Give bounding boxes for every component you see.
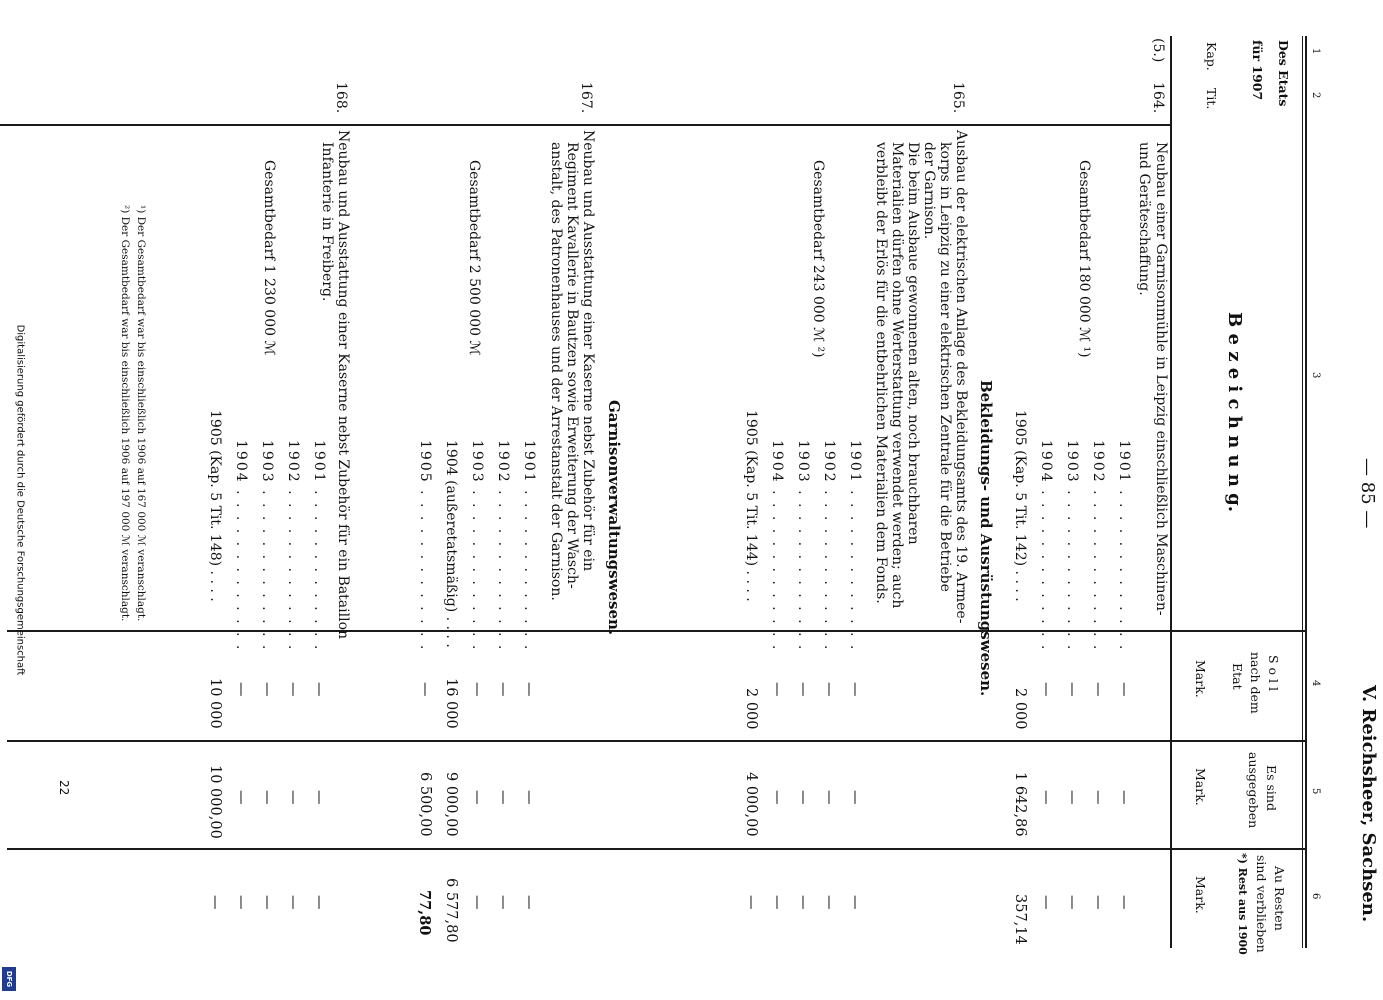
reste-value: —	[207, 895, 223, 910]
year-label: 1903 . . . . . . . . . . . . .	[795, 440, 811, 652]
entry-text-line: korps in Leipzig zu einer elektrischen Zentrale für die Betriebe	[937, 142, 953, 592]
ausgegeben-value: —	[1038, 790, 1054, 805]
column-rule-soll	[7, 630, 1307, 632]
gesamtbedarf: Gesamtbedarf 1 230 000 ℳ	[261, 160, 277, 356]
reste-value: —	[769, 895, 785, 910]
gesamtbedarf: Gesamtbedarf 243 000 ℳ ²)	[810, 160, 826, 358]
year-label: 1902 . . . . . . . . . . . . .	[821, 440, 837, 652]
ausgegeben-value: —	[259, 790, 275, 805]
reste-label-2: sind verblieben	[1254, 855, 1269, 953]
ausgegeben-unit: Mark.	[1193, 768, 1208, 806]
soll-value: —	[821, 682, 837, 697]
etat-label-2: für 1907	[1250, 40, 1265, 101]
entry-text-line: Neubau einer Garnisonmühle in Leipzig einschließlich Maschinen-	[1153, 142, 1169, 616]
reste-value: —	[847, 895, 863, 910]
page-number: — 85 —	[1357, 458, 1378, 529]
entry-text-line: und Geräteschaffung.	[1136, 142, 1152, 296]
reste-value: 77,80	[416, 890, 433, 936]
entry-text-line: Regiment Kavallerie in Bautzen sowie Erweiterung der Wasch-	[564, 142, 580, 589]
sheet-number: 22	[57, 780, 71, 796]
ausgegeben-value: —	[311, 790, 327, 805]
column-rule-tit	[0, 124, 1170, 126]
section-heading: Bekleidungs- und Ausrüstungswesen.	[977, 380, 995, 697]
reste-value: —	[743, 895, 759, 910]
ausgegeben-value: 4 000,00	[743, 772, 759, 837]
column-number-6: 6	[1310, 893, 1321, 900]
reste-value: —	[233, 895, 249, 910]
year-label: 1901 . . . . . . . . . . . . .	[521, 440, 537, 652]
soll-value: —	[233, 682, 249, 697]
column-number-4: 4	[1310, 680, 1321, 687]
ausgegeben-value: —	[1064, 790, 1080, 805]
entry-text-line: Materialien dürfen ohne Werterstattung verwendet werden; auch	[889, 142, 905, 609]
soll-label-2: nach dem	[1248, 652, 1263, 714]
year-label: 1903 . . . . . . . . . . . . .	[1064, 440, 1080, 652]
reste-unit: Mark.	[1193, 876, 1208, 914]
gesamtbedarf: Gesamtbedarf 180 000 ℳ ¹)	[1076, 160, 1092, 358]
year-label: 1901 . . . . . . . . . . . . .	[311, 440, 327, 652]
year-label: 1904 (außeretatsmäßig) . . . .	[443, 440, 459, 648]
soll-value: —	[417, 682, 433, 697]
etat-label-1: Des Etats	[1276, 40, 1291, 107]
header-rule-top-thin	[1302, 36, 1303, 948]
entry-text-line: Infanterie in Freiberg.	[319, 142, 335, 302]
ausgegeben-label-2: ausgegeben	[1246, 752, 1261, 829]
reste-value: —	[1116, 895, 1132, 910]
entry-text-line: anstalt, des Patronenhauses und der Arrestanstalt der Garnison.	[548, 142, 564, 601]
soll-value: —	[521, 682, 537, 697]
tit-number: 167.	[578, 82, 594, 114]
ausgegeben-value: 10 000,00	[207, 765, 223, 839]
year-label: 1901 . . . . . . . . . . . . .	[1116, 440, 1132, 652]
year-label: 1904 . . . . . . . . . . . . .	[1038, 440, 1054, 652]
reste-value: 357,14	[1012, 894, 1028, 945]
reste-value: —	[469, 895, 485, 910]
reste-value: —	[311, 895, 327, 910]
ausgegeben-value: 6 500,00	[417, 772, 433, 837]
ausgegeben-value: —	[795, 790, 811, 805]
soll-value: —	[795, 682, 811, 697]
ausgegeben-value: —	[1090, 790, 1106, 805]
ausgegeben-value: —	[233, 790, 249, 805]
reste-label-1: Au Resten	[1272, 866, 1287, 931]
year-label: 1901 . . . . . . . . . . . . .	[847, 440, 863, 652]
soll-value: 2 000	[1012, 688, 1028, 730]
tit-number: 165.	[950, 82, 966, 114]
ausgegeben-value: —	[821, 790, 837, 805]
ausgegeben-label-1: Es sind	[1264, 765, 1279, 811]
page-title: V. Reichsheer, Sachsen.	[1358, 685, 1379, 923]
footnote: ²) Der Gesamtbedarf war bis einschließlich 1906 auf 197 000 ℳ veranschlagt.	[119, 205, 131, 622]
soll-value: 2 000	[743, 688, 759, 730]
year-label: 1904 . . . . . . . . . . . . .	[233, 440, 249, 652]
soll-value: —	[1090, 682, 1106, 697]
entry-text-line: Ausbau der elektrischen Anlage des Bekleidungsamts des 19. Armee-	[953, 130, 969, 624]
reste-value: —	[1064, 895, 1080, 910]
column-number-2: 2	[1310, 92, 1321, 99]
entry-text-line: der Garnison.	[921, 142, 937, 240]
section-heading: Garnisonverwaltungswesen.	[605, 400, 623, 636]
footnote: ¹) Der Gesamtbedarf war bis einschließlich 1906 auf 167 000 ℳ veranschlagt.	[135, 205, 147, 622]
header-rule-bottom	[1170, 36, 1172, 948]
year-label: 1902 . . . . . . . . . . . . .	[285, 440, 301, 652]
ausgegeben-value: —	[847, 790, 863, 805]
kap-number: (5.)	[1150, 38, 1166, 63]
year-label: 1904 . . . . . . . . . . . . .	[769, 440, 785, 652]
tit-number: 168.	[333, 82, 349, 114]
soll-value: —	[285, 682, 301, 697]
ausgegeben-value: —	[495, 790, 511, 805]
column-rule-ausgegeben	[7, 740, 1307, 742]
ausgegeben-value: —	[285, 790, 301, 805]
reste-value: —	[821, 895, 837, 910]
soll-value: —	[847, 682, 863, 697]
soll-value: 10 000	[207, 678, 223, 729]
dfg-logo-icon	[2, 967, 16, 991]
soll-value: —	[1038, 682, 1054, 697]
reste-value: —	[285, 895, 301, 910]
gesamtbedarf: Gesamtbedarf 2 500 000 ℳ	[466, 160, 482, 356]
reste-value: —	[495, 895, 511, 910]
soll-value: —	[311, 682, 327, 697]
year-label: 1903 . . . . . . . . . . . . .	[469, 440, 485, 652]
soll-value: —	[769, 682, 785, 697]
reste-value: —	[1090, 895, 1106, 910]
column-number-3: 3	[1310, 372, 1321, 379]
dfg-logo-label: DFG	[5, 970, 13, 988]
soll-value: 16 000	[443, 678, 459, 729]
tit-number: 164.	[1150, 82, 1166, 114]
reste-value: —	[1038, 895, 1054, 910]
reste-value: —	[795, 895, 811, 910]
column-number-5: 5	[1310, 788, 1321, 795]
ausgegeben-value: 9 000,00	[443, 772, 459, 837]
soll-value: —	[1116, 682, 1132, 697]
year-label: 1905 (Kap. 5 Tit. 144) . . . .	[743, 410, 759, 602]
digitization-note: Digitalisierung gefördert durch die Deutsche Forschungsgemeinschaft	[14, 324, 26, 676]
reste-label-3: *) Rest aus 1900	[1236, 853, 1249, 955]
entry-text-line: Neubau und Ausstattung einer Kaserne nebst Zubehör für ein Bataillon	[335, 130, 351, 640]
soll-label-3: Etat	[1230, 663, 1245, 690]
reste-value: 6 577,80	[443, 878, 459, 943]
soll-label-1: S o l l	[1266, 655, 1281, 692]
year-label: 1905 (Kap. 5 Tit. 148) . . . .	[207, 410, 223, 602]
reste-value: —	[521, 895, 537, 910]
reste-value: —	[259, 895, 275, 910]
ausgegeben-value: —	[769, 790, 785, 805]
year-label: 1902 . . . . . . . . . . . . .	[495, 440, 511, 652]
soll-value: —	[495, 682, 511, 697]
ausgegeben-value: —	[1116, 790, 1132, 805]
soll-unit: Mark.	[1193, 660, 1208, 698]
entry-text-line: Neubau und Ausstattung einer Kaserne nebst Zubehör für ein	[580, 130, 596, 572]
ausgegeben-value: 1 642,86	[1012, 772, 1028, 837]
kap-label: Kap.	[1204, 42, 1219, 71]
bezeichnung-header: B e z e i c h n u n g.	[1224, 312, 1245, 513]
entry-text-line: verbleibt der Erlös für die entbehrlichen Materialien dem Fonds.	[873, 142, 889, 604]
column-rule-reste	[7, 848, 1307, 850]
year-label: 1905 . . . . . . . . . . . . .	[417, 440, 433, 652]
year-label: 1902 . . . . . . . . . . . . .	[1090, 440, 1106, 652]
soll-value: —	[259, 682, 275, 697]
year-label: 1905 (Kap. 5 Tit. 142) . . . .	[1012, 410, 1028, 602]
ausgegeben-value: —	[521, 790, 537, 805]
soll-value: —	[1064, 682, 1080, 697]
soll-value: —	[469, 682, 485, 697]
year-label: 1903 . . . . . . . . . . . . .	[259, 440, 275, 652]
ausgegeben-value: —	[469, 790, 485, 805]
header-rule-top	[1305, 36, 1307, 948]
column-number-1: 1	[1310, 48, 1321, 55]
tit-label: Tit.	[1204, 88, 1219, 110]
entry-text-line: Die beim Ausbaue gewonnenen alten, noch brauchbaren	[905, 142, 921, 545]
